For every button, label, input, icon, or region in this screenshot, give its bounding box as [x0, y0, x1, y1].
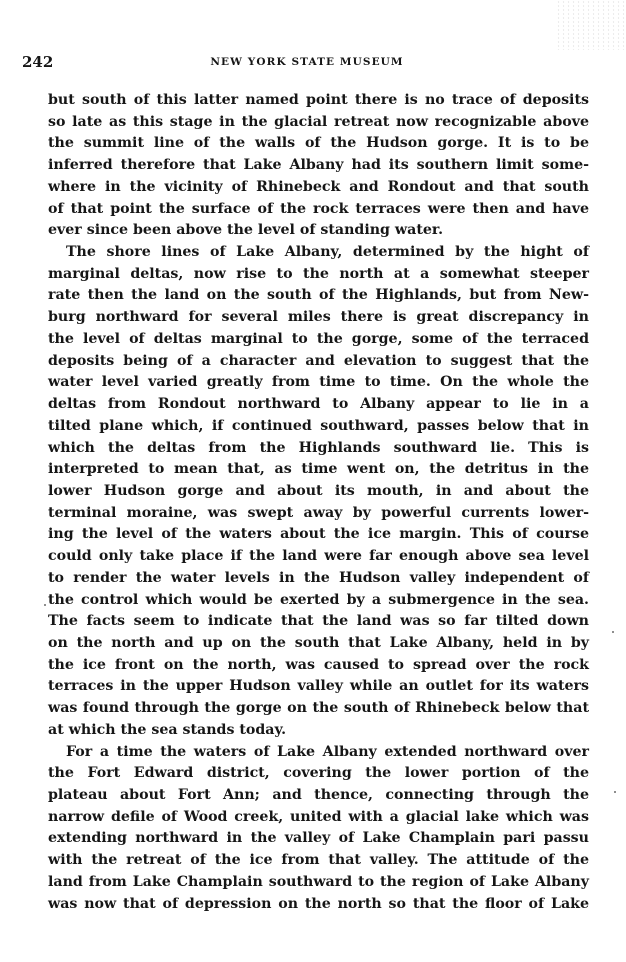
text-line: the summit line of the walls of the Hudson gorge. It is to be [48, 135, 589, 152]
text-line: water level varied greatly from time to time. On the whole the [48, 374, 589, 391]
scan-speck [612, 631, 614, 633]
text-line: The shore lines of Lake Albany, determined by the hight of [66, 244, 589, 261]
text-line: terminal moraine, was swept away by powerful currents lower- [48, 504, 589, 521]
text-line: but south of this latter named point there is no trace of deposits [48, 92, 589, 108]
text-line: where in the vicinity of Rhinebeck and Rondout and that south [48, 178, 589, 195]
text-line: interpreted to mean that, as time went on, the detritus in the [48, 461, 589, 478]
page-header [22, 54, 592, 70]
text-line: could only take place if the land were far enough above sea level [48, 548, 589, 565]
text-line: at which the sea stands today. [48, 721, 287, 738]
text-line: The facts seem to indicate that the land was so far tilted down [48, 613, 589, 630]
scan-speck [44, 604, 46, 606]
text-line: extending northward in the valley of Lake Champlain pari passu [48, 830, 589, 847]
text-line: so late as this stage in the glacial retreat now recognizable above [48, 113, 589, 130]
text-line: the control which would be exerted by a submergence in the sea. [48, 591, 589, 608]
text-line: the Fort Edward district, covering the lower portion of the [48, 765, 589, 782]
scan-speck [614, 791, 616, 793]
text-line: with the retreat of the ice from that valley. The attitude of the [48, 852, 589, 869]
text-line: burg northward for several miles there is great discrepancy in [48, 309, 589, 326]
body-text [48, 90, 589, 915]
text-line: was now that of depression on the north so that the floor of Lake [48, 895, 589, 912]
paragraph [48, 90, 589, 242]
text-line: tilted plane which, if continued southward, passes below that in [48, 417, 589, 434]
text-line: deposits being of a character and elevation to suggest that the [48, 352, 589, 369]
text-line: was found through the gorge on the south of Rhinebeck below that [48, 700, 589, 717]
text-line: ing the level of the waters about the ice margin. This of course [48, 526, 589, 543]
text-line: rate then the land on the south of the Highlands, but from New- [48, 287, 589, 304]
text-line: which the deltas from the Highlands southward lie. This is [48, 439, 589, 456]
text-line: plateau about Fort Ann; and thence, connecting through the [48, 787, 589, 803]
text-line: narrow defile of Wood creek, united with a glacial lake which was [48, 808, 589, 825]
text-line: inferred therefore that Lake Albany had its southern limit some- [48, 157, 589, 174]
text-line: land from Lake Champlain southward to the region of Lake Albany [48, 873, 589, 890]
text-line: the ice front on the north, was caused to spread over the rock [48, 656, 589, 673]
paragraph [48, 242, 589, 742]
text-line: the level of deltas marginal to the gorge, some of the terraced [48, 330, 589, 347]
text-line: marginal deltas, now rise to the north at a somewhat steeper [48, 265, 589, 282]
text-line: to render the water levels in the Hudson valley independent of [48, 569, 589, 586]
text-line: of that point the surface of the rock terraces were then and have [48, 200, 589, 217]
scan-noise [556, 0, 626, 50]
running-head: NEW YORK STATE MUSEUM [210, 56, 404, 68]
text-line: For a time the waters of Lake Albany extended northward over [66, 743, 589, 760]
page-number: 242 [22, 53, 54, 71]
text-line: ever since been above the level of standing water. [48, 222, 444, 239]
text-line: on the north and up on the south that Lake Albany, held in by [48, 634, 589, 651]
text-line: terraces in the upper Hudson valley while an outlet for its waters [48, 678, 589, 695]
paragraph [48, 742, 589, 916]
text-line: deltas from Rondout northward to Albany appear to lie in a [48, 396, 589, 413]
text-line: lower Hudson gorge and about its mouth, in and about the [48, 482, 589, 499]
